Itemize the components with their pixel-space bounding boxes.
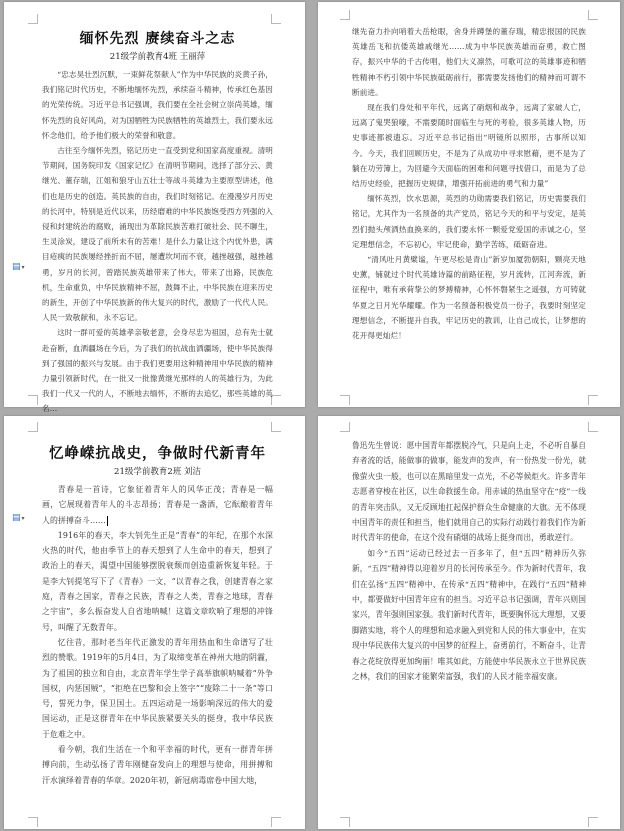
page-content[interactable] — [352, 438, 586, 685]
document-page-1 — [4, 2, 305, 414]
paragraph: 如今“五四”运动已经过去一百多年了，但“五四”精神历久弥新，“五四”精神得以迎着岁月的长河传承至今。作为新时代青年，我们在弘扬“五四”精神中、在传承“五四”精神中，在践行“五四”精神中，都要做好中国青年应有的担当。习近平总书记强调，青年兴则国家兴，青年强则国家强。我们新时代青年，既要胸怀远大理想，又要脚踏实地，将个人的理想和追求融入到党和人民的伟大事业中，在实现中华民族伟大复兴的中国梦的征程上，奋勇前行，不断奋斗，让青春之花绽放得更加绚丽！唯其如此，方能使中华民族永立于世界民族之林，我们的国家才能繁荣富强，我们的人民才能幸福安康。 — [352, 548, 586, 682]
paragraph: 1916年的春天，李大钊先生正是“青春”的年纪，在那个水深火热的时代，他由季节上的春天想到了人生命中的春天，想到了政治上的春天，渴望中国能够摆脱衰颓而创造重新恢复年轻。于是李大钊提笔写下了《青春》一文，“以青春之我，创建青春之家庭，青春之国家，青春之民族，青春之人类，青春之地球，青春之宇宙”，多么振奋发人自省地呐喊！这篇文章吹响了理想的冲锋号，叫醒了无数青年。 — [42, 530, 273, 632]
crop-mark — [28, 817, 38, 827]
crop-mark — [340, 422, 350, 432]
document-page-4 — [318, 416, 620, 829]
crop-mark — [28, 422, 38, 432]
chevron-down-icon[interactable]: ▾ — [21, 264, 25, 271]
page-content[interactable] — [42, 442, 273, 788]
page-content[interactable] — [352, 24, 586, 343]
crop-mark — [28, 14, 38, 24]
article-byline: 21级学前教育2班 刘洁 — [114, 467, 201, 477]
paragraph: 古往至今缅怀先烈，铭记历史一直受到党和国家高度重视。清明节期间，国务院印发《国家记忆》在清明节期间，选择了部分云、黄继光、董存瑞，江姐和狼牙山五壮士等战斗英雄为主要原型讲述，他们也是历史的创造。英民族的自由，我们时刻铭记。在漫漫岁月历史的长河中，特别是近代以来，历经磨难的中华民族饱受西方列强的入侵和封建统治的腐败，涌现出为革除民族苦难打破社会、民不聊生，生灵涂炭，建设了前所未有的苦难！是什么力量让这个内忧外患，满目疮痍的民族屡经挫折而不屈，屡遭坎坷而不衰，越挫越强，越挫越勇，岁月的长河，曾踏民族英雄带来了伟大，带来了出路，民族危机，生命重负，中华民族精神不屈，鼓舞不止，中华民族在迎来历史的新生，开创了中华民族新的伟大复兴的时代，激励了一代代人民。人民一致敬献和，永不忘记。 — [42, 146, 273, 323]
intro-paragraph — [42, 482, 273, 528]
crop-mark — [340, 817, 350, 827]
paragraph: 鲁迅先生曾说：愿中国青年都摆脱冷气，只是向上走，不必听自暴自弃者流的话，能做事的做事，能发声的发声，有一份热发一份光，就像萤火虫一般，也可以在黑暗里发一点光，不必等候炬火。许多青年志愿者穿梭在社区，以生命救援生命。用赤诚的热血坚守在“疫”一线的青年突击队，又无反顾地扛起保护群众生命健康的大旗。无不体现中国青年的责任和担当，他们就用自己的实际行动践行着我们作为新时代青年的使命，在这个没有硝烟的战场上挺身而出，勇敢逆行。 — [352, 441, 586, 543]
article-title: 忆峥嵘抗战史，争做时代新青年 — [49, 446, 266, 462]
comment-icon[interactable]: ▤▾ — [12, 262, 25, 272]
paragraph: 缅怀英烈，饮水思源，英烈的功勋需要我们铭记，历史需要我们铭记，尤其作为一名预备的共产党员，铭记今天的和平与安定，是英烈们抛头颅洒热血换来的，我们要永怀一颗爱党爱国的赤诚之心，坚定理想信念，不忘初心，牢记使命，勤学苦练，砥砺奋进。 — [352, 194, 586, 249]
crop-mark — [340, 395, 350, 405]
crop-mark — [271, 14, 281, 24]
document-page-2 — [318, 2, 620, 407]
paragraph: 看今朝，我们生活在一个和平幸福的时代，更有一群青年拼搏向前，生动弘扬了青年刚健奋发向上的理想与使命，用拼搏和汗水演绎着青春的华章。2020年初，新冠病毒席卷中国大地， — [42, 745, 273, 785]
text-cursor — [107, 516, 108, 526]
crop-mark — [588, 395, 598, 405]
paragraph: 现在我们身处和平年代，远离了硝烟和战争，远离了家破人亡，远离了鬼哭狼嚎，不需要随时面临生与死的考验，很多英雄人物，历史事迹都被遗忘。习近平总书记指出“明镜所以照形，古事所以知今。今天，我们回顾历史，不是为了从成功中寻求慰藉，更不是为了躺在功劳簿上，为回避今天面临的困难和问题寻找借口，而是为了总结历史经验，把握历史规律，增强开拓前进的勇气和力量” — [352, 103, 586, 189]
paragraph: 继先奋力扑向哨着大岳枪眼，舍身并蹲堡的董存瑞，精忠报国的民族英雄岳飞和抗倭英雄戚继光……成为中华民族英雄而奋勇，救亡图存，振兴中华的千古传唱，他们大义凛然，可歌可泣的英雄事迹和牺牲精神不朽引领中华民族砥砺前行，都需要发扬他们的精神而可谓不断前进。 — [352, 27, 586, 97]
paragraph: “清风吐月黄檗谧，午更尽松是青山”新岁加厦勃朝阳，颗亮天地史薰，铺就过个时代英雄诗篇的前路征程，岁月流转，江河奔流，新征程中，唯有承荷挚公的梦搏精神，心怀怀磐紧生之遥强，方可铸就华夏之日月光华耀耀。作为一名预备积极党员一份子，我要时刻坚定理想信念，不断提升自我，牢记历史的教训，让自己成长，让梦想的花开得更灿烂！ — [352, 255, 586, 341]
crop-mark — [271, 422, 281, 432]
article-byline: 21级学前教育4班 王丽萍 — [109, 52, 206, 62]
article-title: 缅怀先烈 赓续奋斗之志 — [79, 31, 236, 47]
crop-mark — [588, 422, 598, 432]
document-page-3 — [4, 416, 305, 829]
comment-icon[interactable]: ▤▾ — [12, 513, 25, 523]
paragraph: 忆往昔，那时老当年代正激发的青年用热血和生命谱写了壮烈的赞歌。1919年的5月4日，为了取缔变革在神州大地的阴霾，为了祖国的独立和自由，北京青年学生学子高举旗帜呐喊着“外争国权，内惩国贼”，“拒绝在巴黎和会上签字”“废除二十一条”等口号，誓死力争，保卫国土。五四运动是一场影响深远的伟大的爱国运动，正是这群青年在中华民族紧要关头的挺身，我中华民族于危难之中。 — [42, 637, 273, 739]
crop-mark — [340, 10, 350, 20]
intro-text: 青春是一首诗，它象征着青年人的风华正茂；青春是一幅画，它展现着青年人的斗志昂扬；青春是一盏酒，它酝酿着青年人的拼搏奋斗…… — [42, 485, 273, 525]
chevron-down-icon[interactable]: ▾ — [21, 515, 25, 522]
crop-mark — [588, 817, 598, 827]
paragraph: 这时一群可爱的英雄孝亲敬老意，会身尽忠为祖国，总有先士就赴奋断，血洒疆场在今后，为了我们的抗战血洒疆场，使中华民族得到了强国的振兴与发展。由于我们更要用这种精神用中华民族的精神力量引领新时代，在一批又一批像黄继光那样的人的英雄行为，为此我们一代又一代的人，不断地去缅怀，不断的去追忆，那些英雄的英名... — [42, 328, 273, 414]
page-content[interactable] — [42, 28, 273, 417]
crop-mark — [28, 395, 38, 405]
paragraph: “忠志昊壮烈沉默，一束鲜花祭献人”作为中华民族的炎黄子孙，我们铭记时代历史，不断地缅怀先烈，承续奋斗精神，传承红色基因的光荣传统。习近平总书记强调，我们要在全社会树立崇尚英雄，缅怀先烈的良好风尚，对为国牺牲为民族牺牲的英雄烈士，我们要永远怀念他们，给予他们极大的荣誉和敬意。 — [42, 70, 273, 140]
crop-mark — [588, 10, 598, 20]
crop-mark — [271, 817, 281, 827]
